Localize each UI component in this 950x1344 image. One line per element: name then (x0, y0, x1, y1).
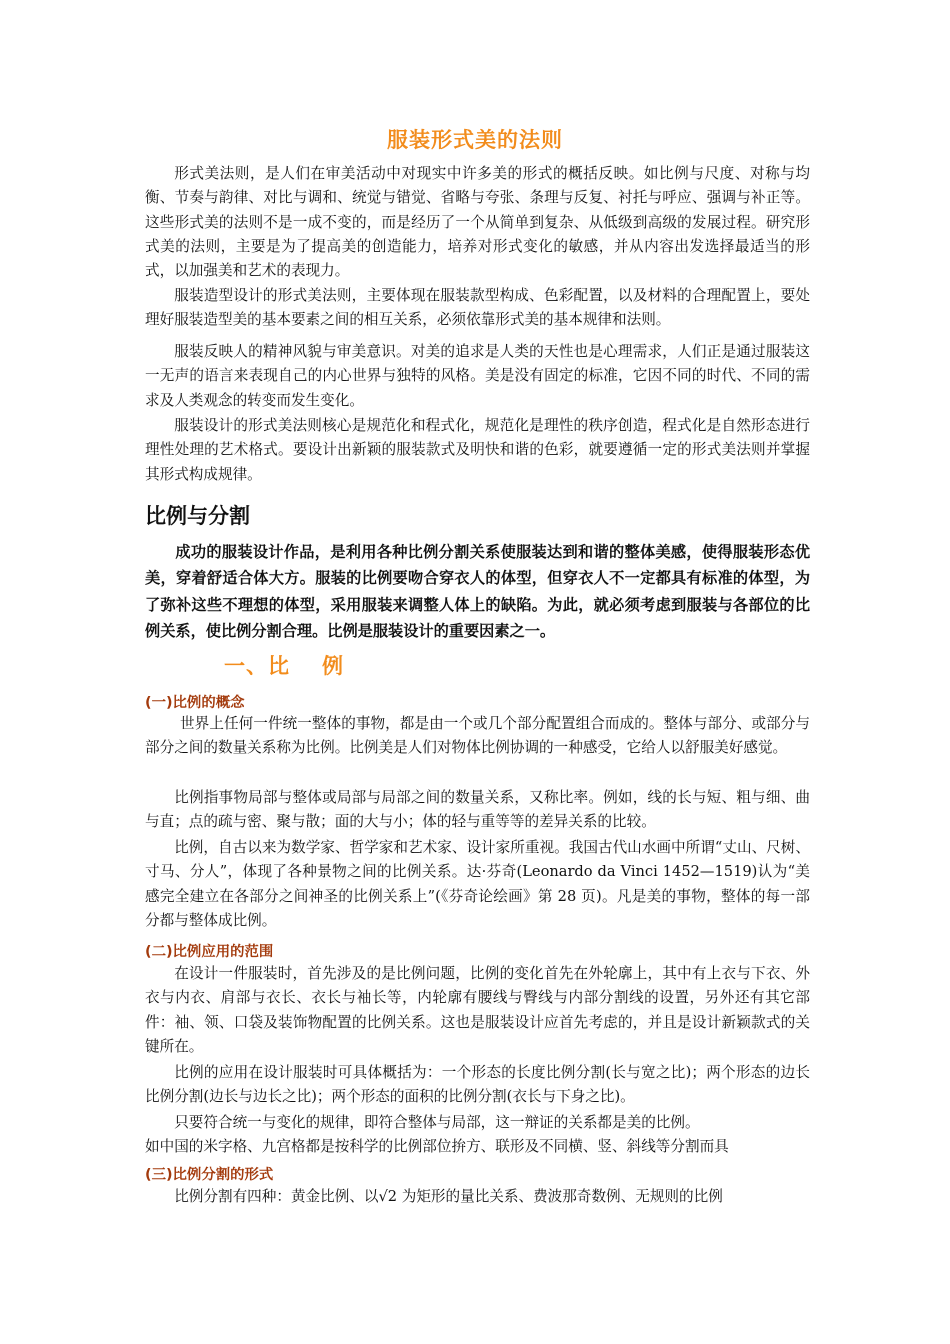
document-title: 服装形式美的法则 (387, 127, 563, 152)
concept-paragraph-2: 比例指事物局部与整体或局部与局部之间的数量关系，又称比率。例如，线的长与短、粗与细、曲与直；点的疏与密、聚与散；面的大与小；体的轻与重等等的差异关系的比较。 (145, 789, 810, 831)
section-heading: 比例与分割 (145, 504, 250, 528)
section-summary: 成功的服装设计作品，是利用各种比例分割关系使服装达到和谐的整体美感，使得服装形态优美，穿着舒适合体大方。服装的比例要吻合穿衣人的体型，但穿衣人不一定都具有标准的体型，为了弥补这些不理想的体型，采用服装来调整人体上的缺陷。为此，就必须考虑到服装与各部位的比例关系，使比例分割合理。比例是服装设计的重要因素之一。 (145, 543, 810, 640)
subheading-concept: (一)比例的概念 (145, 695, 245, 711)
intro-paragraph-2: 服装造型设计的形式美法则，主要体现在服装款型构成、色彩配置，以及材料的合理配置上，要处理好服装造型美的基本要素之间的相互关系，必须依靠形式美的基本规律和法则。 (145, 287, 810, 329)
forms-line: 比例分割有四种：黄金比例、以√2 为矩形的量比关系、费波那奇数例、无规则的比例 (174, 1188, 723, 1205)
subheading-range: (二)比例应用的范围 (145, 944, 274, 960)
concept-paragraph-1: 世界上任何一件统一整体的事物，都是由一个或几个部分配置组合而成的。整体与部分、或部分与部分之间的数量关系称为比例。比例美是人们对物体比例协调的一种感受，它给人以舒服美好感觉。 (145, 715, 810, 757)
range-paragraph-1: 在设计一件服装时，首先涉及的是比例问题，比例的变化首先在外轮廓上，其中有上衣与下衣、外衣与内衣、肩部与衣长、衣长与袖长等，内轮廓有腰线与臀线与内部分割线的设置，另外还有其它部件：袖、领、口袋及装饰物配置的比例关系。这也是服装设计应首先考虑的，并且是设计新颖款式的关键所在。 (145, 965, 810, 1055)
range-line-a: 只要符合统一与变化的规律，即符合整体与局部，这一辩证的关系都是美的比例。 (174, 1114, 700, 1131)
chapter-heading (224, 650, 344, 680)
chapter-heading-part-a: 一、比 (224, 654, 290, 678)
intro-paragraph-3: 服装反映人的精神风貌与审美意识。对美的追求是人类的天性也是心理需求，人们正是通过服装这一无声的语言来表现自己的内心世界与独特的风格。美是没有固定的标准，它因不同的时代、不同的需求及人类观念的转变而发生变化。 (145, 343, 810, 409)
subheading-forms: (三)比例分割的形式 (145, 1167, 274, 1183)
chapter-heading-part-b: 例 (322, 654, 344, 678)
range-line-b: 如中国的米字格、九宫格都是按科学的比例部位拚方、联形及不同横、竖、斜线等分割而具 (145, 1138, 729, 1155)
intro-paragraph-1: 形式美法则，是人们在审美活动中对现实中许多美的形式的概括反映。如比例与尺度、对称与均衡、节奏与韵律、对比与调和、统觉与错觉、省略与夸张、条理与反复、衬托与呼应、强调与补正等。这些形式美的法则不是一成不变的，而是经历了一个从简单到复杂、从低级到高级的发展过程。研究形式美的法则，主要是为了提高美的创造能力，培养对形式变化的敏感，并从内容出发选择最适当的形式，以加强美和艺术的表现力。 (145, 165, 810, 280)
intro-paragraph-4: 服装设计的形式美法则核心是规范化和程式化，规范化是理性的秩序创造，程式化是自然形态进行理性处理的艺术格式。要设计出新颖的服装款式及明快和谐的色彩，就要遵循一定的形式美法则并掌握其形式构成规律。 (145, 417, 810, 483)
range-paragraph-2: 比例的应用在设计服装时可具体概括为：一个形态的长度比例分割(长与宽之比)；两个形态的边长比例分割(边长与边长之比)；两个形态的面积的比例分割(衣长与下身之比)。 (145, 1064, 810, 1106)
concept-paragraph-3: 比例，自古以来为数学家、哲学家和艺术家、设计家所重视。我国古代山水画中所谓“丈山、尺树、寸马、分人”，体现了各种景物之间的比例关系。达·芬奇(Leonardo da Vinci 1452—1519)认为“美感完全建立在各部分之间神圣的比例关系上”(《芬奇论绘画》第 28 页)。凡是美的事物，整体的每一部分都与整体成比例。 (145, 839, 810, 929)
